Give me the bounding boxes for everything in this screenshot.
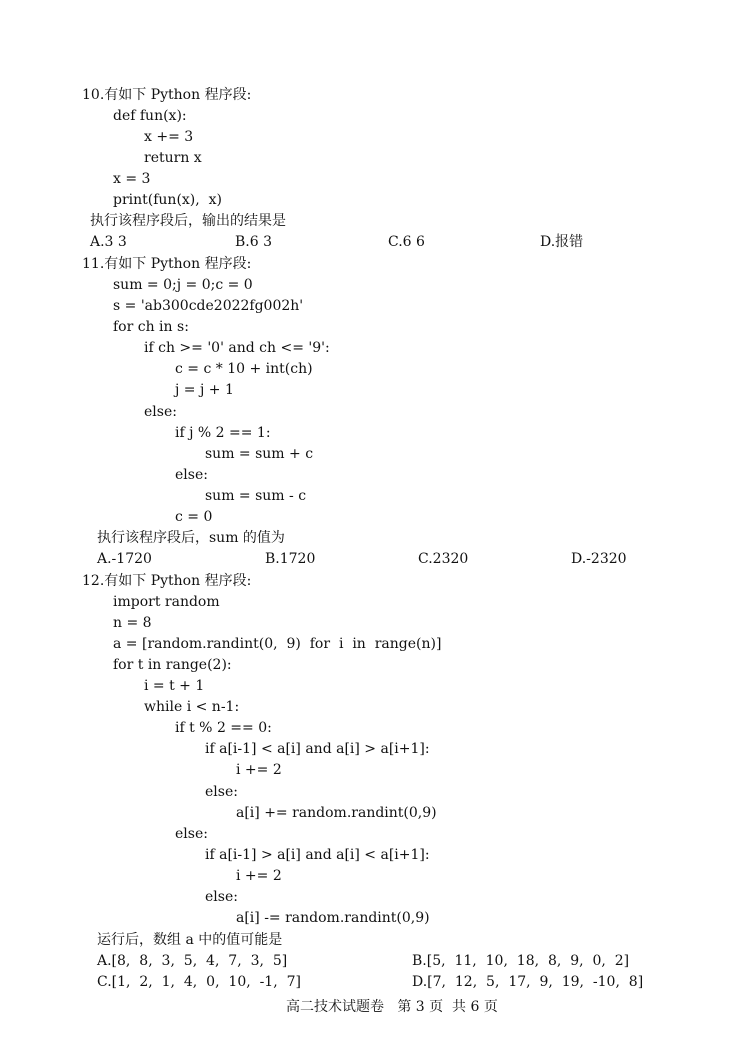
option-d: D.[7, 12, 5, 17, 9, 19, -10, 8] (412, 974, 644, 990)
code-line: def fun(x): (113, 108, 187, 124)
code-line: if a[i-1] < a[i] and a[i] > a[i+1]: (205, 741, 430, 757)
option-b: B.6 3 (235, 234, 273, 250)
option-a: A.-1720 (97, 551, 152, 567)
question-11-prompt: 执行该程序段后，sum 的值为 (97, 530, 285, 546)
code-line: a[i] += random.randint(0,9) (236, 805, 437, 821)
code-line: x = 3 (113, 171, 151, 187)
code-line: else: (144, 404, 177, 420)
question-12-prompt: 运行后，数组 a 中的值可能是 (97, 932, 283, 948)
code-line: c = 0 (175, 509, 213, 525)
code-line: s = 'ab300cde2022fg002h' (113, 298, 304, 314)
code-line: i += 2 (236, 868, 282, 884)
code-line: if ch >= '0' and ch <= '9': (144, 340, 330, 356)
option-b: B.1720 (265, 551, 316, 567)
code-line: while i < n-1: (144, 699, 240, 715)
code-line: print(fun(x), x) (113, 192, 222, 208)
code-line: x += 3 (144, 129, 194, 145)
code-line: else: (205, 784, 238, 800)
question-10-prompt: 执行该程序段后，输出的结果是 (90, 213, 286, 229)
code-line: a = [random.randint(0, 9) for i in range(n)] (113, 636, 442, 652)
code-line: if j % 2 == 1: (175, 425, 271, 441)
code-line: for t in range(2): (113, 657, 232, 673)
code-line: c = c * 10 + int(ch) (175, 361, 313, 377)
option-c: C.[1, 2, 1, 4, 0, 10, -1, 7] (97, 974, 301, 990)
code-line: sum = 0;j = 0;c = 0 (113, 277, 253, 293)
option-a: A.3 3 (90, 234, 127, 250)
code-line: j = j + 1 (175, 382, 234, 398)
code-line: for ch in s: (113, 319, 189, 335)
question-10-title: 10.有如下 Python 程序段: (82, 87, 252, 103)
code-line: import random (113, 594, 220, 610)
page-footer: 高二技术试题卷 第 3 页 共 6 页 (286, 999, 498, 1015)
code-line: n = 8 (113, 615, 152, 631)
code-line: sum = sum + c (205, 446, 314, 462)
option-b: B.[5, 11, 10, 18, 8, 9, 0, 2] (412, 953, 630, 969)
code-line: sum = sum - c (205, 488, 307, 504)
code-line: if a[i-1] > a[i] and a[i] < a[i+1]: (205, 847, 430, 863)
code-line: if t % 2 == 0: (175, 720, 272, 736)
code-line: i += 2 (236, 762, 282, 778)
question-11-title: 11.有如下 Python 程序段: (82, 256, 252, 272)
option-d: D.报错 (540, 234, 584, 250)
option-c: C.2320 (418, 551, 469, 567)
option-d: D.-2320 (571, 551, 627, 567)
code-line: else: (205, 889, 238, 905)
option-a: A.[8, 8, 3, 5, 4, 7, 3, 5] (97, 953, 288, 969)
code-line: return x (144, 150, 202, 166)
question-12-title: 12.有如下 Python 程序段: (82, 573, 252, 589)
code-line: else: (175, 826, 208, 842)
code-line: else: (175, 467, 208, 483)
code-line: i = t + 1 (144, 678, 205, 694)
option-c: C.6 6 (388, 234, 425, 250)
code-line: a[i] -= random.randint(0,9) (236, 910, 430, 926)
